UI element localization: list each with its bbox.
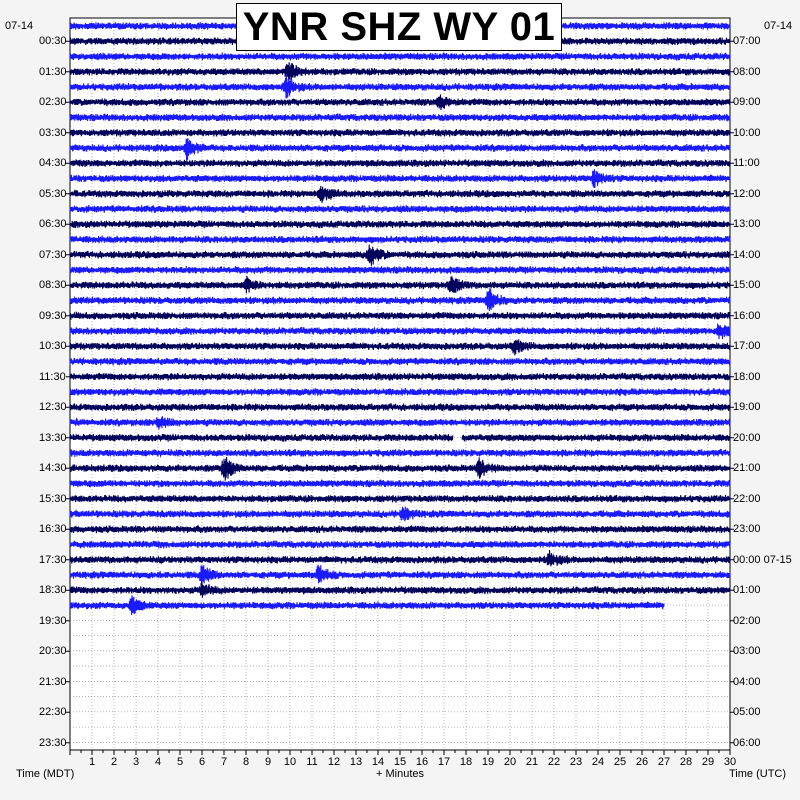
right-time-label: 22:00 <box>733 492 761 505</box>
right-time-label: 08:00 <box>733 65 761 78</box>
right-time-label: 10:00 <box>733 126 761 139</box>
left-time-label: 10:30 <box>39 340 67 353</box>
right-time-label: 02:00 <box>733 614 761 627</box>
x-tick-label: 11 <box>306 756 318 768</box>
left-time-label: 09:30 <box>39 309 67 322</box>
x-tick-label: 3 <box>132 756 140 768</box>
x-tick-label: 9 <box>264 756 272 768</box>
right-time-label: 12:00 <box>733 187 761 200</box>
right-time-label: 13:00 <box>733 218 761 231</box>
left-date-label: 07-14 <box>5 20 34 32</box>
right-time-label: 05:00 <box>733 706 761 719</box>
right-time-label: 18:00 <box>733 370 761 383</box>
left-time-label: 22:30 <box>39 706 67 719</box>
chart-title: YNR SHZ WY 01 <box>236 3 562 51</box>
right-time-label: 01:00 <box>733 584 761 597</box>
left-time-label: 07:30 <box>39 248 67 261</box>
right-axis-title: Time (UTC) <box>729 768 787 780</box>
left-time-label: 17:30 <box>39 553 67 566</box>
left-time-label: 05:30 <box>39 187 67 200</box>
left-time-label: 14:30 <box>39 462 67 475</box>
right-time-label: 19:00 <box>733 401 761 414</box>
x-tick-label: 16 <box>415 756 429 768</box>
right-time-label: 03:00 <box>733 645 761 658</box>
x-tick-label: 1 <box>88 756 96 768</box>
x-tick-label: 29 <box>701 756 715 768</box>
left-time-label: 20:30 <box>39 645 67 658</box>
right-time-label: 06:00 <box>733 736 761 749</box>
left-time-label: 19:30 <box>39 614 67 627</box>
x-tick-label: 19 <box>481 756 495 768</box>
left-time-label: 15:30 <box>39 492 67 505</box>
left-time-label: 08:30 <box>39 279 67 292</box>
x-tick-label: 20 <box>503 756 517 768</box>
left-time-label: 11:30 <box>39 370 66 383</box>
left-time-label: 18:30 <box>39 584 67 597</box>
x-tick-label: 25 <box>613 756 627 768</box>
left-time-label: 21:30 <box>39 675 67 688</box>
x-tick-label: 30 <box>723 756 737 768</box>
left-time-label: 01:30 <box>39 65 67 78</box>
x-tick-label: 5 <box>176 756 184 768</box>
left-time-label: 04:30 <box>39 157 67 170</box>
x-tick-label: 22 <box>547 756 561 768</box>
x-tick-label: 6 <box>198 756 206 768</box>
x-tick-label: 12 <box>327 756 341 768</box>
x-tick-label: 7 <box>220 756 228 768</box>
right-time-label: 04:00 <box>733 675 761 688</box>
x-tick-label: 14 <box>371 756 385 768</box>
left-time-label: 06:30 <box>39 218 67 231</box>
x-tick-label: 23 <box>569 756 583 768</box>
right-time-label: 15:00 <box>733 279 761 292</box>
x-tick-label: 28 <box>679 756 693 768</box>
x-tick-label: 26 <box>635 756 649 768</box>
right-time-label: 07:00 <box>733 35 761 48</box>
left-time-label: 16:30 <box>39 523 67 536</box>
right-time-label: 17:00 <box>733 340 761 353</box>
right-time-label: 23:00 <box>733 523 761 536</box>
right-time-label: 21:00 <box>733 462 761 475</box>
x-axis-title: + Minutes <box>376 768 424 780</box>
right-time-label: 20:00 <box>733 431 761 444</box>
right-time-label: 14:00 <box>733 248 761 261</box>
right-time-label: 09:00 <box>733 96 761 109</box>
right-date-label: 07-14 <box>764 20 793 32</box>
x-tick-label: 24 <box>591 756 605 768</box>
x-tick-label: 10 <box>283 756 297 768</box>
right-time-label: 00:00 07-15 <box>733 553 792 566</box>
x-tick-label: 2 <box>110 756 118 768</box>
x-tick-label: 21 <box>525 756 539 768</box>
left-time-label: 02:30 <box>39 96 67 109</box>
x-tick-label: 17 <box>437 756 451 768</box>
x-tick-label: 18 <box>459 756 473 768</box>
left-time-label: 03:30 <box>39 126 67 139</box>
x-tick-label: 4 <box>154 756 162 768</box>
right-time-label: 16:00 <box>733 309 761 322</box>
left-time-label: 12:30 <box>39 401 67 414</box>
right-time-label: 11:00 <box>733 157 760 170</box>
left-time-label: 00:30 <box>39 35 67 48</box>
x-tick-label: 13 <box>349 756 363 768</box>
left-time-label: 23:30 <box>39 736 67 749</box>
x-tick-label: 15 <box>393 756 407 768</box>
left-axis-title: Time (MDT) <box>16 768 75 780</box>
x-tick-label: 8 <box>242 756 250 768</box>
left-time-label: 13:30 <box>39 431 67 444</box>
x-tick-label: 27 <box>657 756 671 768</box>
